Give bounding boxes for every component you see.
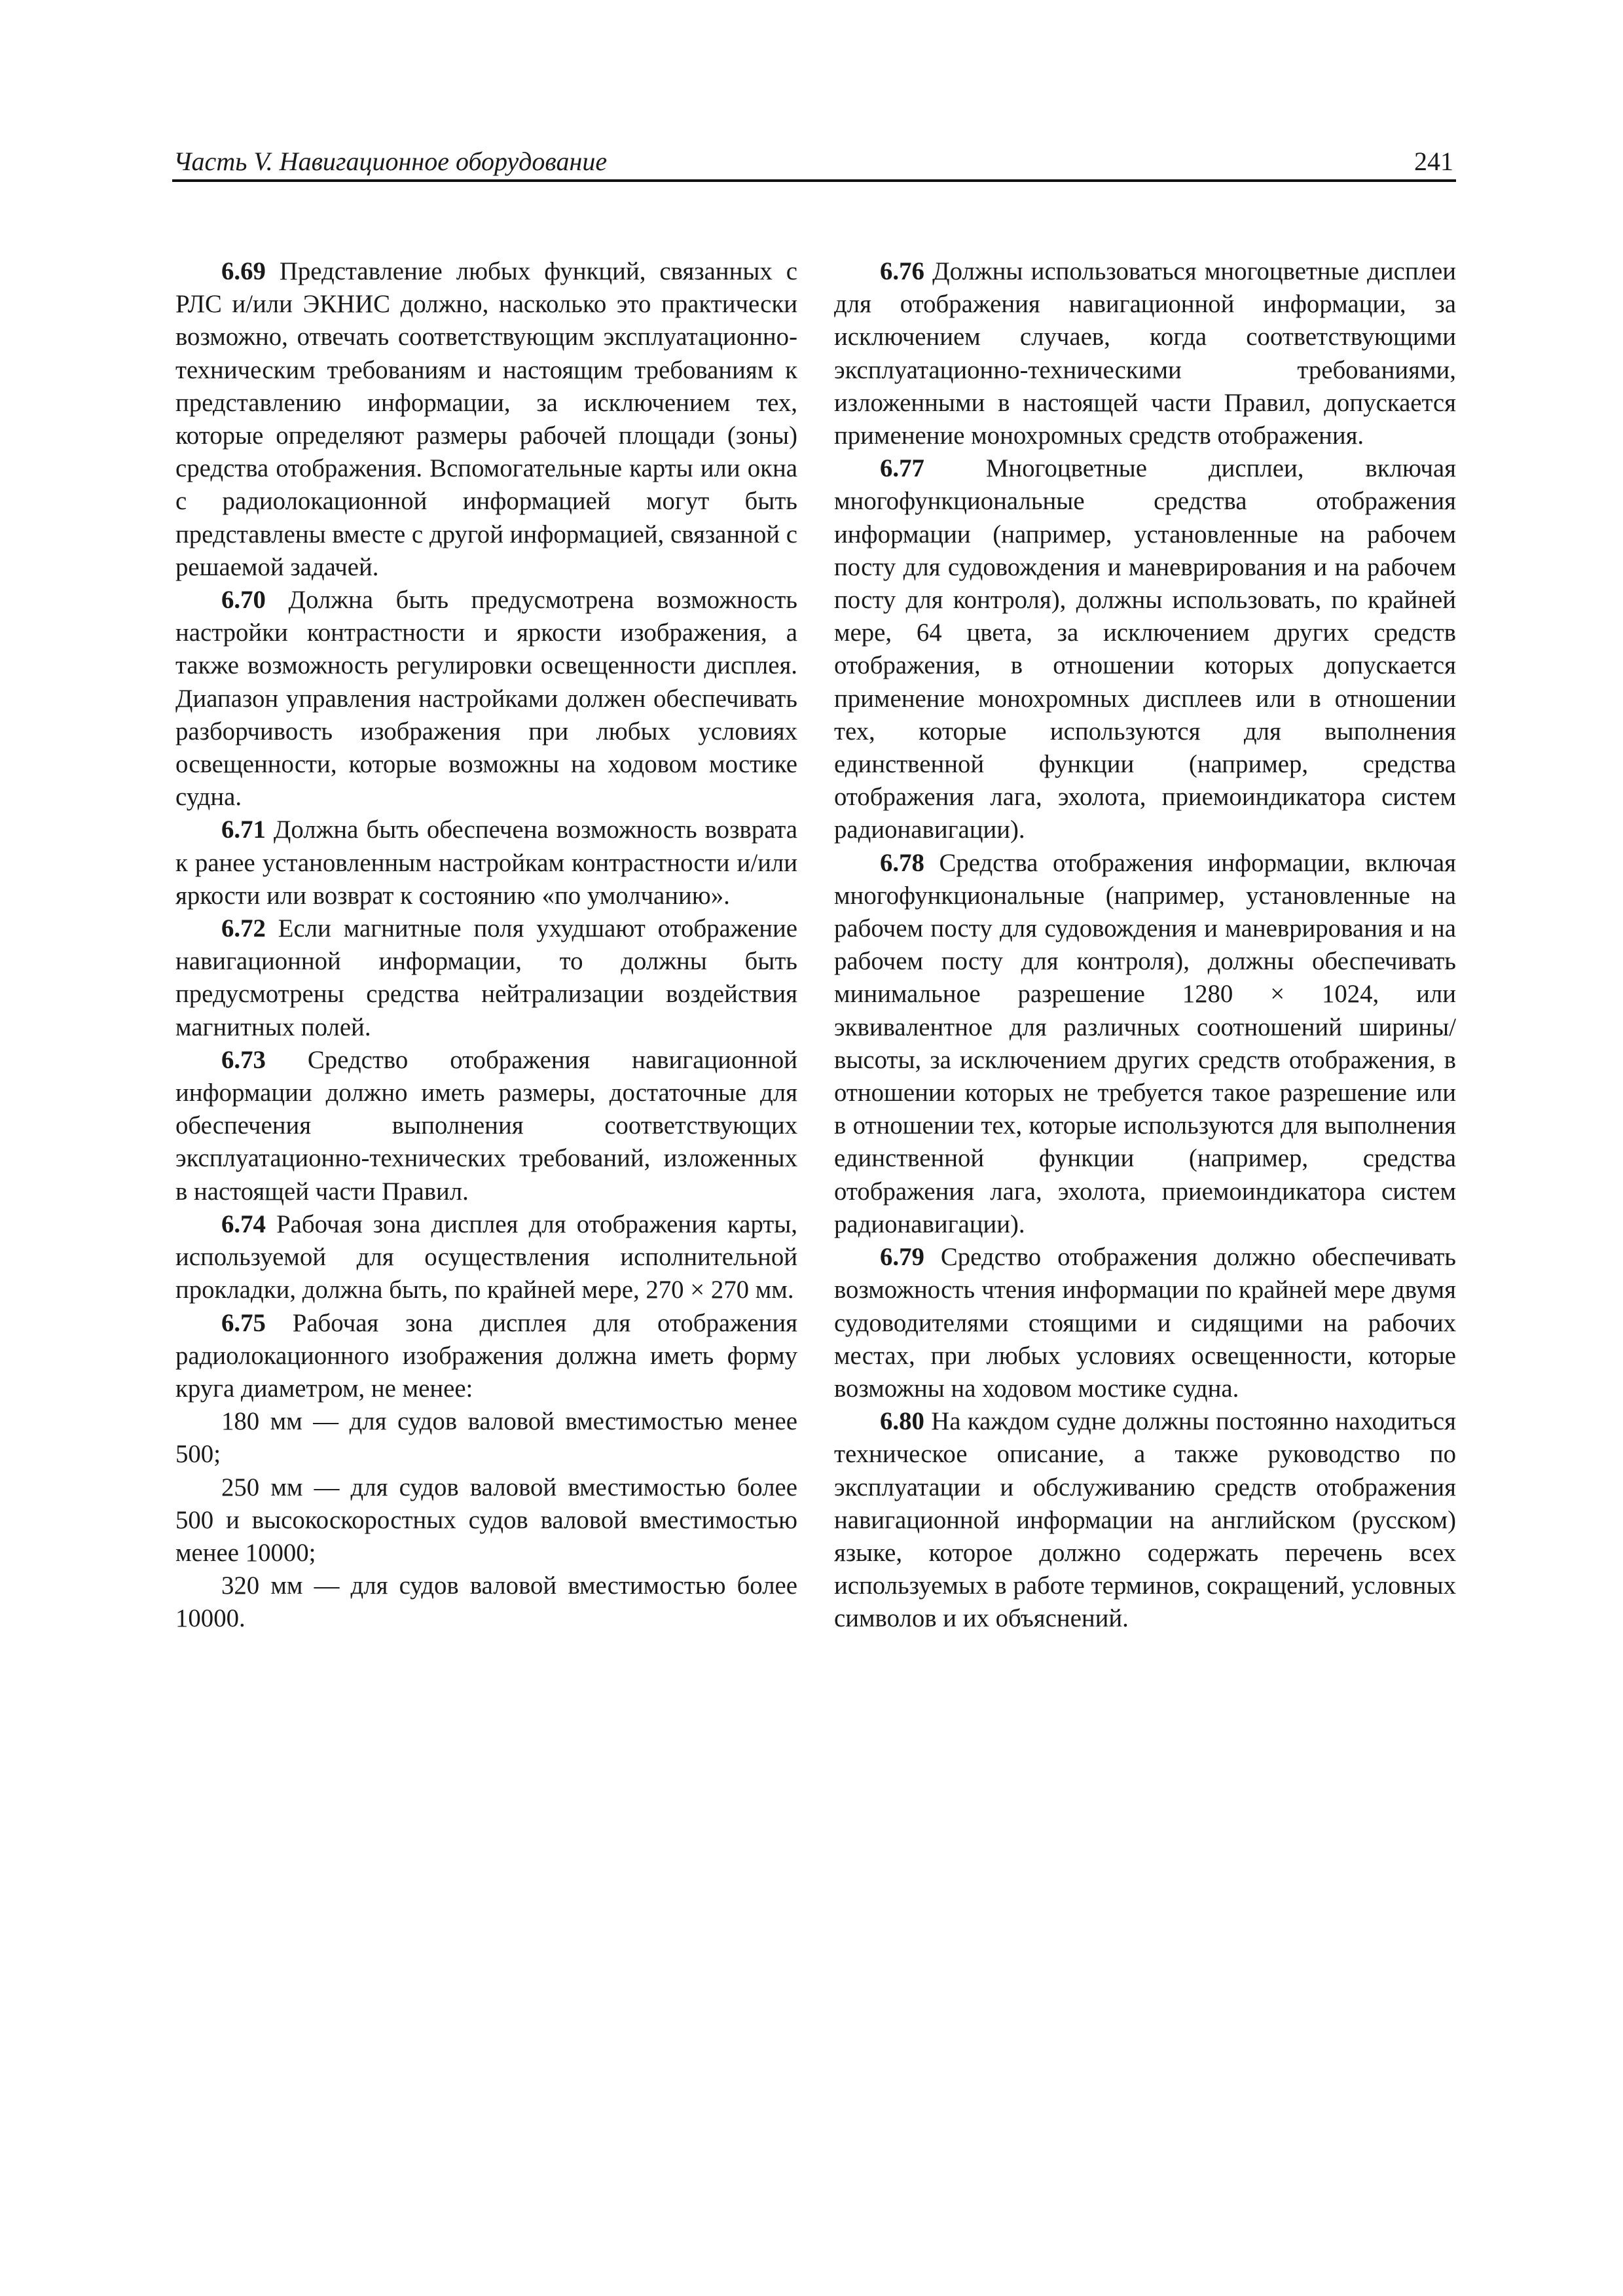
paragraph (175, 814, 797, 912)
right-column (834, 255, 1456, 1636)
clause-number: 6.77 (880, 454, 924, 483)
clause-number: 6.70 (221, 586, 266, 615)
page-number: 241 (1414, 147, 1453, 176)
paragraph (175, 1044, 797, 1208)
clause-text: Должны использоваться многоцветные дисплеи для отображения навигационной информации, за исключением случаев, когда соответствующими эксплуатационно-техническими требованиями, изложенными в настоящей части Правил, допускается применение монохромных средств отображения. (834, 257, 1456, 450)
list-item: 180 мм — для судов валовой вместимостью менее 500; (175, 1407, 797, 1469)
clause-text: Должна быть обеспечена возможность возврата к ранее установленным настройкам контрастности и/или яркости или возврат к состоянию «по умолчанию». (175, 816, 797, 910)
paragraph (175, 912, 797, 1044)
clause-number: 6.75 (221, 1308, 266, 1337)
clause-text: Средство отображения навигационной информации должно иметь размеры, достаточные для обеспечения выполнения соответствующих эксплуатационно-технических требований, изложенных в настоящей части Правил. (175, 1045, 797, 1206)
clause-number: 6.78 (880, 848, 924, 877)
paragraph (834, 1241, 1456, 1405)
clause-number: 6.79 (880, 1243, 924, 1272)
clause-text: Если магнитные поля ухудшают отображение навигационной информации, то должны быть предусмотрены средства нейтрализации воздействия магнитных полей. (175, 914, 797, 1041)
paragraph (834, 1405, 1456, 1635)
clause-text: Средства отображения информации, включая многофункциональные (например, установленные на рабочем посту для судовождения и маневрирования и на рабочем посту для контроля), должны обеспечивать минимальное разрешение 1280 × 1024, или эквивалентное для различных соотношений ширины/высоты, за исключением других средств отображения, в отношении которых не требуется такое разрешение или в отношении тех, которые используются для выполнения единственной функции (например, средства отображения лага, эхолота, приемоиндикатора систем радионавигации). (834, 848, 1456, 1238)
paragraph (834, 255, 1456, 452)
list-item: 320 мм — для судов валовой вместимостью более 10000. (175, 1571, 797, 1633)
list-item: 250 мм — для судов валовой вместимостью более 500 и высокоскоростных судов валовой вместимостью менее 10000; (175, 1473, 797, 1567)
running-title: Часть V. Навигационное оборудование (173, 147, 608, 176)
paragraph (834, 452, 1456, 846)
page-header (172, 140, 1456, 182)
paragraph (175, 584, 797, 814)
clause-text: На каждом судне должны постоянно находиться техническое описание, а также руководство по эксплуатации и обслуживанию средств отображения навигационной информации на английском (русском) языке, которое должно содержать перечень всех используемых в работе терминов, сокращений, условных символов и их объяснений. (834, 1407, 1456, 1633)
clause-number: 6.80 (880, 1407, 924, 1436)
clause-number: 6.69 (221, 257, 266, 285)
paragraph (834, 847, 1456, 1241)
clause-text: Средство отображения должно обеспечивать возможность чтения информации по крайней мере двумя судоводителями стоящими и сидящими на рабочих местах, при любых условиях освещенности, которые возможны на ходовом мостике судна. (834, 1243, 1456, 1403)
clause-text: Рабочая зона дисплея для отображения карты, используемой для осуществления исполнительной прокладки, должна быть, по крайней мере, 270 × 270 мм. (175, 1210, 797, 1304)
paragraph (175, 255, 797, 584)
clause-number: 6.71 (221, 816, 266, 844)
clause-text: Должна быть предусмотрена возможность настройки контрастности и яркости изображения, а также возможность регулировки освещенности дисплея. Диапазон управления настройками должен обеспечивать разборчивость изображения при любых условиях освещенности, которые возможны на ходовом мостике судна. (175, 586, 797, 812)
clause-number: 6.76 (880, 257, 924, 285)
clause-number: 6.73 (221, 1045, 266, 1074)
clause-number: 6.72 (221, 914, 266, 943)
clause-text: Многоцветные дисплеи, включая многофункциональные средства отображения информации (например, установленные на рабочем посту для судовождения и маневрирования и на рабочем посту для контроля), должны использовать, по крайней мере, 64 цвета, за исключением других средств отображения, в отношении которых допускается применение монохромных дисплеев или в отношении тех, которые используются для выполнения единственной функции (например, средства отображения лага, эхолота, приемоиндикатора систем радионавигации). (834, 454, 1456, 844)
clause-text: Представление любых функций, связанных с РЛС и/или ЭКНИС должно, насколько это практически возможно, отвечать соответствующим эксплуатационно-техническим требованиям и настоящим требованиям к представлению информации, за исключением тех, которые определяют размеры рабочей площади (зоны) средства отображения. Вспомогательные карты или окна с радиолокационной информацией могут быть представлены вместе с другой информацией, связанной с решаемой задачей. (175, 257, 797, 581)
paragraph (175, 1307, 797, 1406)
left-column (175, 255, 797, 1636)
clause-number: 6.74 (221, 1210, 266, 1238)
clause-text: Рабочая зона дисплея для отображения радиолокационного изображения должна иметь форму круга диаметром, не менее: (175, 1308, 797, 1403)
paragraph (175, 1208, 797, 1307)
